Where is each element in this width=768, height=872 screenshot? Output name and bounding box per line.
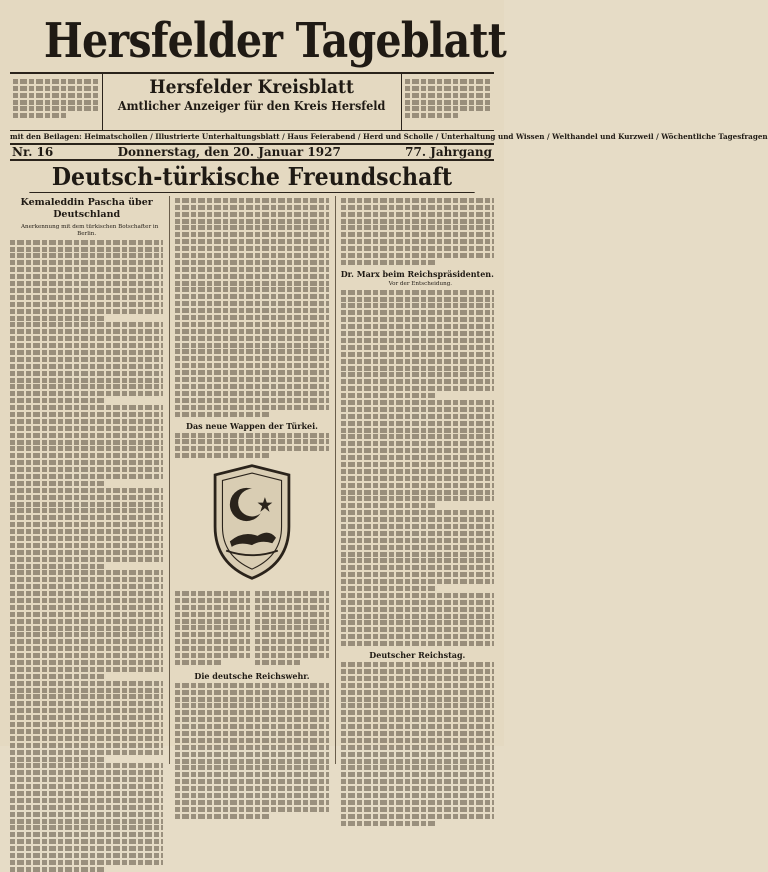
column-right xyxy=(335,196,494,764)
kemal-lead: Anerkennung mit dem türkischen Botschafter in Berlin. xyxy=(20,224,159,237)
reichswehr-heading: Die deutsche Reichswehr. xyxy=(194,670,310,681)
column-middle xyxy=(169,196,328,764)
reichstag-text xyxy=(341,662,494,825)
column-middle-split xyxy=(175,589,328,667)
masthead-center xyxy=(103,74,400,130)
masthead-title: Hersfelder Tageblatt xyxy=(43,13,506,69)
column-middle-text-top xyxy=(175,198,328,417)
turkish-emblem-icon xyxy=(205,462,299,582)
issue-volume: 77. Jahrgang xyxy=(405,145,492,159)
subscription-box xyxy=(10,74,103,130)
price-box xyxy=(401,74,494,130)
main-headline: Deutsch-türkische Freundschaft xyxy=(29,161,474,193)
masthead-subhead xyxy=(10,72,494,130)
issue-number: Nr. 16 xyxy=(12,145,54,159)
article-body xyxy=(10,196,494,764)
column-right-text-top xyxy=(341,198,494,265)
issue-bar xyxy=(10,143,494,161)
supplements-line: mit den Beilagen: Heimatschollen / Illustrierte Unterhaltungsblatt / Haus Feierabend / Herd und Scholle / Unterhaltung und Wissen / Welthandel und Kurzweil / Wöchentliche Tagesfragen xyxy=(10,132,768,141)
column-left xyxy=(10,196,163,764)
column-left-text xyxy=(10,240,163,872)
emblem-caption: Das neue Wappen der Türkei. xyxy=(186,420,318,431)
marx-heading: Dr. Marx beim Reichspräsidenten. xyxy=(340,268,494,279)
marx-text xyxy=(341,290,494,646)
official-gazette-title: Amtlicher Anzeiger für den Kreis Hersfeld xyxy=(118,98,386,113)
kemal-heading: Kemaleddin Pascha über Deutschland xyxy=(20,197,153,220)
reichswehr-text xyxy=(175,683,328,819)
turkish-emblem xyxy=(175,462,328,585)
issue-date: Donnerstag, den 20. Januar 1927 xyxy=(117,145,341,159)
kreisblatt-title: Hersfelder Kreisblatt xyxy=(149,76,355,98)
reichstag-heading: Deutscher Reichstag. xyxy=(369,650,466,661)
marx-subheading: Vor der Entscheidung. xyxy=(388,280,453,287)
